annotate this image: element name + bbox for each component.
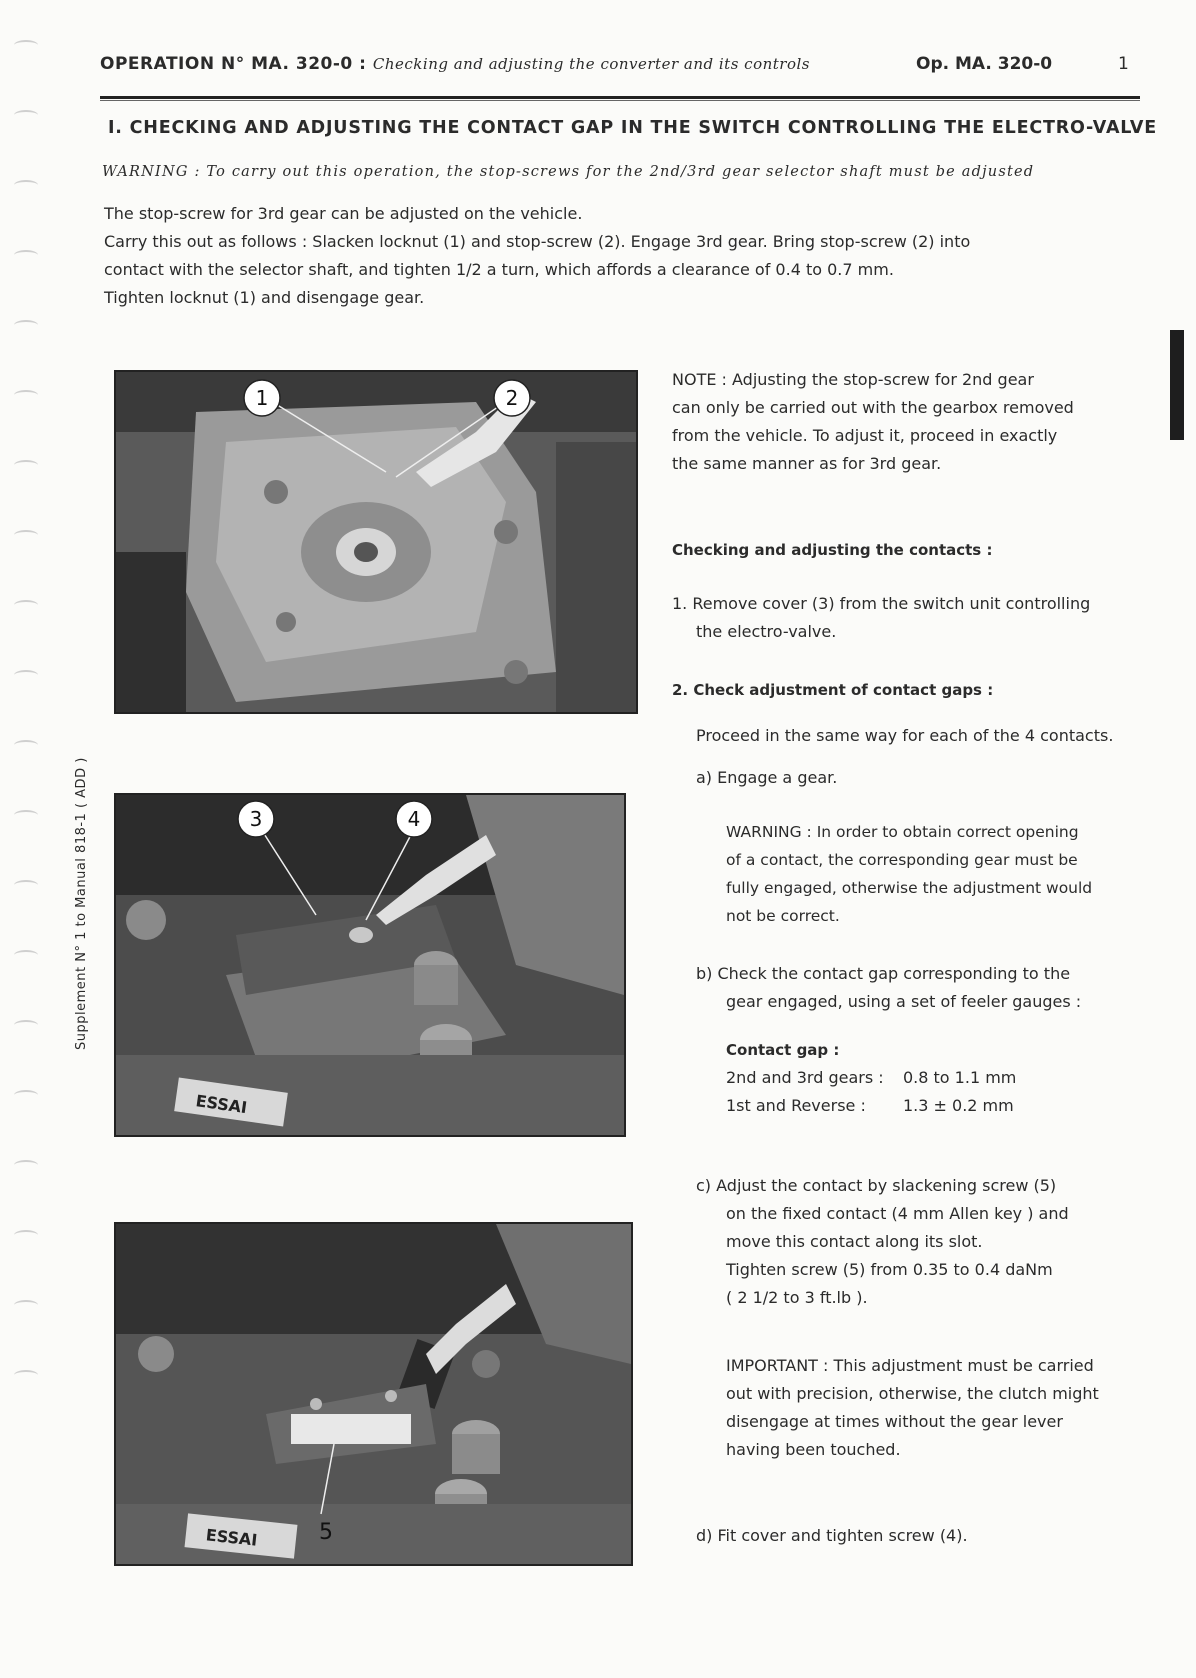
warning2-line-1: WARNING : In order to obtain correct opening	[726, 823, 1079, 841]
note-line-3: from the vehicle. To adjust it, proceed in exactly	[672, 426, 1058, 445]
step-2-intro: Proceed in the same way for each of the 4 contacts.	[696, 726, 1114, 745]
photo-gearbox-stop-screws	[114, 370, 638, 714]
important-line-2: out with precision, otherwise, the clutch might	[726, 1384, 1099, 1403]
step-c-line-1: c) Adjust the contact by slackening screw (5)	[696, 1176, 1057, 1195]
important-line-1: IMPORTANT : This adjustment must be carried	[726, 1356, 1094, 1375]
step-1-line-2: the electro-valve.	[696, 622, 837, 641]
intro-line-3: contact with the selector shaft, and tighten 1/2 a turn, which affords a clearance of 0.4 to 0.7 mm.	[104, 260, 894, 279]
chapter-tab	[1170, 330, 1184, 440]
gap-row-2-value: 1.3 ± 0.2 mm	[903, 1096, 1014, 1115]
note-line-4: the same manner as for 3rd gear.	[672, 454, 942, 473]
section-title: I. CHECKING AND ADJUSTING THE CONTACT GAP IN THE SWITCH CONTROLLING THE ELECTRO-VALVE	[108, 118, 1157, 138]
operation-heading	[100, 54, 810, 74]
step-2-heading: 2. Check adjustment of contact gaps :	[672, 681, 994, 699]
svg-text:3: 3	[249, 807, 263, 831]
callout-4	[396, 801, 432, 837]
supplement-label: Supplement N° 1 to Manual 818-1 ( ADD )	[74, 757, 89, 1050]
header-rule-thin	[100, 100, 1140, 101]
operation-title: Checking and adjusting the converter and its controls	[372, 55, 810, 73]
note-line-2: can only be carried out with the gearbox removed	[672, 398, 1074, 417]
step-b-line-2: gear engaged, using a set of feeler gauges :	[726, 992, 1082, 1011]
note-line-1: NOTE : Adjusting the stop-screw for 2nd gear	[672, 370, 1034, 389]
warning2-line-2: of a contact, the corresponding gear must be	[726, 851, 1078, 869]
step-b-line-1: b) Check the contact gap corresponding to the	[696, 964, 1071, 983]
svg-text:1: 1	[255, 386, 269, 410]
svg-text:2: 2	[505, 386, 519, 410]
step-a: a) Engage a gear.	[696, 768, 838, 787]
step-1-line-1: 1. Remove cover (3) from the switch unit controlling	[672, 594, 1091, 613]
important-line-3: disengage at times without the gear lever	[726, 1412, 1063, 1431]
svg-text:5: 5	[319, 1520, 333, 1545]
gap-row-2-label: 1st and Reverse :	[726, 1096, 866, 1115]
gap-row-1-label: 2nd and 3rd gears :	[726, 1068, 884, 1087]
callout-2	[494, 380, 530, 416]
essai-stamp-2: ESSAI	[204, 1525, 259, 1550]
page-number: 1	[1118, 54, 1129, 74]
page-header	[100, 54, 1140, 78]
callout-3	[238, 801, 274, 837]
photo-switch-cover	[114, 793, 626, 1137]
step-c-line-2: on the fixed contact (4 mm Allen key ) and	[726, 1204, 1069, 1223]
intro-line-4: Tighten locknut (1) and disengage gear.	[104, 288, 425, 307]
step-d: d) Fit cover and tighten screw (4).	[696, 1526, 968, 1545]
contacts-heading: Checking and adjusting the contacts :	[672, 541, 993, 559]
step-c-line-5: ( 2 1/2 to 3 ft.lb ).	[726, 1288, 868, 1307]
warning-text: WARNING : To carry out this operation, the stop-screws for the 2nd/3rd gear selector shaft must be adjusted	[102, 164, 1035, 180]
operation-ref: Op. MA. 320-0	[916, 54, 1053, 74]
gap-heading: Contact gap :	[726, 1041, 840, 1059]
intro-line-1: The stop-screw for 3rd gear can be adjusted on the vehicle.	[104, 204, 583, 223]
operation-label: OPERATION N° MA. 320-0 :	[100, 54, 367, 74]
binding-marks	[14, 40, 44, 1590]
step-c-line-3: move this contact along its slot.	[726, 1232, 983, 1251]
important-line-4: having been touched.	[726, 1440, 901, 1459]
step-c-line-4: Tighten screw (5) from 0.35 to 0.4 daNm	[726, 1260, 1053, 1279]
photo-switch-contacts	[114, 1222, 633, 1566]
intro-line-2: Carry this out as follows : Slacken locknut (1) and stop-screw (2). Engage 3rd gear. Bring stop-screw (2) into	[104, 232, 971, 251]
svg-text:4: 4	[407, 807, 421, 831]
essai-stamp: ESSAI	[194, 1091, 249, 1118]
gap-row-1-value: 0.8 to 1.1 mm	[903, 1068, 1017, 1087]
header-rule	[100, 96, 1140, 99]
callout-1	[244, 380, 280, 416]
callout-5	[319, 1520, 333, 1545]
warning2-line-4: not be correct.	[726, 907, 840, 925]
warning2-line-3: fully engaged, otherwise the adjustment would	[726, 879, 1093, 897]
